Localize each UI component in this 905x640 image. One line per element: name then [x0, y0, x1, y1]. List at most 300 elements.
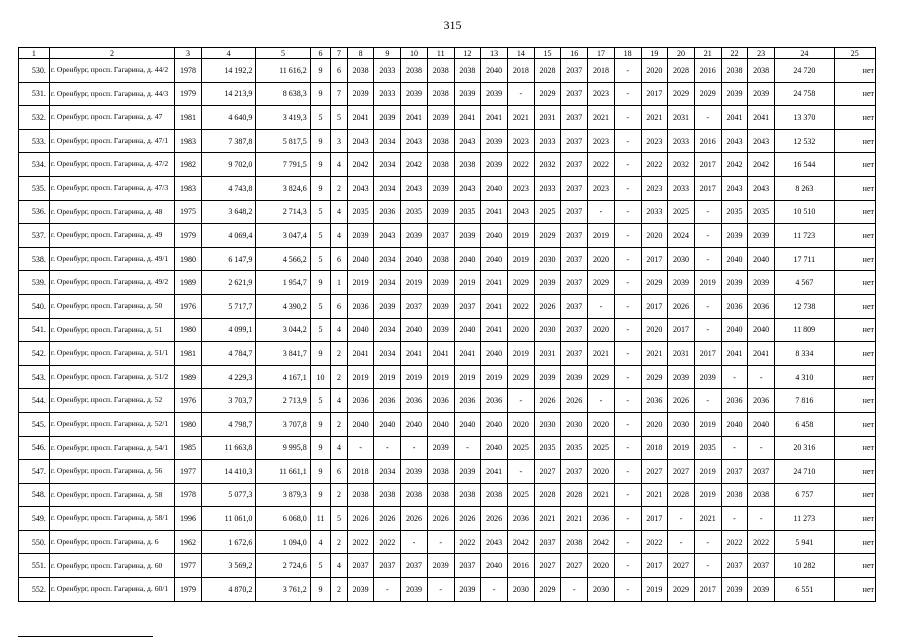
table-cell: - [694, 106, 721, 130]
cost-cell: 8 263 [775, 176, 835, 200]
table-cell: 2041 [481, 294, 508, 318]
row-number-cell: 535. [19, 176, 50, 200]
table-cell: 2041 [748, 342, 775, 366]
table-row [19, 106, 876, 130]
table-cell: 2041 [481, 318, 508, 342]
table-cell: 2026 [534, 389, 561, 413]
table-cell: 2033 [668, 129, 695, 153]
table-row [19, 224, 876, 248]
table-cell: 9 [310, 153, 331, 177]
table-cell: 2041 [481, 200, 508, 224]
table-cell: 2035 [561, 436, 588, 460]
table-cell: 1962 [175, 530, 202, 554]
table-cell: 2030 [668, 412, 695, 436]
table-cell: 2043 [748, 129, 775, 153]
table-cell: 2040 [481, 412, 508, 436]
area-cell: 2 714,3 [256, 200, 310, 224]
table-cell: 2037 [561, 200, 588, 224]
table-cell: 7 [331, 82, 347, 106]
page-number: 315 [443, 18, 462, 32]
table-cell: 2026 [347, 507, 374, 531]
table-cell: - [507, 460, 534, 484]
table-cell: 2027 [668, 554, 695, 578]
table-cell: 4 [331, 153, 347, 177]
area-cell: 4 784,7 [201, 342, 255, 366]
row-number-cell: 545. [19, 412, 50, 436]
table-cell: - [614, 271, 641, 295]
table-cell: 1981 [175, 342, 202, 366]
table-cell: 2037 [534, 530, 561, 554]
table-cell: 2022 [641, 153, 668, 177]
area-cell: 6 068,0 [256, 507, 310, 531]
table-cell: 2038 [347, 59, 374, 83]
column-header: 17 [588, 48, 615, 59]
row-number-cell: 549. [19, 507, 50, 531]
table-cell: - [694, 200, 721, 224]
table-cell: 2034 [374, 271, 401, 295]
area-cell: 5 817,5 [256, 129, 310, 153]
row-number-cell: 542. [19, 342, 50, 366]
table-cell: - [588, 200, 615, 224]
table-cell: 2043 [401, 176, 428, 200]
table-cell: 2037 [561, 176, 588, 200]
status-cell: нет [834, 365, 875, 389]
header-row [19, 48, 876, 59]
table-cell: 2033 [374, 82, 401, 106]
table-cell: 2039 [427, 318, 454, 342]
table-cell: 2037 [454, 294, 481, 318]
table-cell: 2039 [534, 365, 561, 389]
table-cell: 2022 [374, 530, 401, 554]
table-cell: 9 [310, 412, 331, 436]
table-cell: 1979 [175, 578, 202, 602]
table-cell: 2043 [454, 176, 481, 200]
table-cell: 2039 [427, 554, 454, 578]
address-cell: г. Оренбург, просп. Гагарина, д. 60 [49, 554, 174, 578]
table-cell: 2025 [534, 200, 561, 224]
table-cell: 2022 [721, 530, 748, 554]
table-cell: 2026 [427, 507, 454, 531]
status-cell: нет [834, 460, 875, 484]
row-number-cell: 530. [19, 59, 50, 83]
table-cell: 2029 [534, 578, 561, 602]
table-cell: 2039 [748, 271, 775, 295]
table-cell: 2023 [588, 176, 615, 200]
area-cell: 2 724,6 [256, 554, 310, 578]
table-cell: 5 [310, 106, 331, 130]
table-cell: 9 [310, 271, 331, 295]
table-cell: 2038 [454, 483, 481, 507]
column-header: 13 [481, 48, 508, 59]
area-cell: 3 047,4 [256, 224, 310, 248]
table-cell: 4 [331, 389, 347, 413]
table-cell: 1979 [175, 82, 202, 106]
table-cell: 9 [310, 436, 331, 460]
address-cell: г. Оренбург, просп. Гагарина, д. 54/1 [49, 436, 174, 460]
table-cell: 2020 [588, 318, 615, 342]
table-cell: 2039 [347, 578, 374, 602]
table-row [19, 412, 876, 436]
cost-cell: 11 809 [775, 318, 835, 342]
table-cell: 2042 [401, 153, 428, 177]
table-cell: 2038 [454, 59, 481, 83]
table-cell: 2034 [374, 176, 401, 200]
address-cell: г. Оренбург, просп. Гагарина, д. 58/1 [49, 507, 174, 531]
table-cell: 2036 [748, 294, 775, 318]
table-cell: 2039 [374, 106, 401, 130]
table-cell: 2026 [668, 389, 695, 413]
table-cell: 2 [331, 578, 347, 602]
table-cell: 2039 [721, 224, 748, 248]
table-cell: - [614, 365, 641, 389]
table-cell: 2020 [641, 224, 668, 248]
table-cell: 2040 [374, 412, 401, 436]
table-cell: 2041 [721, 106, 748, 130]
table-cell: 2039 [668, 271, 695, 295]
table-cell: 1 [331, 271, 347, 295]
table-cell: 2030 [668, 247, 695, 271]
area-cell: 11 663,8 [201, 436, 255, 460]
area-cell: 3 824,6 [256, 176, 310, 200]
row-number-cell: 546. [19, 436, 50, 460]
table-cell: 2040 [748, 247, 775, 271]
table-cell: 2041 [454, 106, 481, 130]
area-cell: 9 995,8 [256, 436, 310, 460]
table-cell: 2043 [721, 176, 748, 200]
table-cell: 2019 [668, 436, 695, 460]
table-cell: 2017 [694, 153, 721, 177]
table-cell: 2019 [641, 578, 668, 602]
table-cell: 2037 [561, 224, 588, 248]
table-cell: 1980 [175, 247, 202, 271]
area-cell: 5 717,7 [201, 294, 255, 318]
table-cell: - [401, 530, 428, 554]
area-cell: 11 061,0 [201, 507, 255, 531]
table-cell: 2 [331, 342, 347, 366]
area-cell: 7 387,8 [201, 129, 255, 153]
table-cell: 2040 [481, 342, 508, 366]
table-cell: 2040 [748, 318, 775, 342]
table-cell: 2019 [694, 460, 721, 484]
address-cell: г. Оренбург, просп. Гагарина, д. 50 [49, 294, 174, 318]
table-cell: 9 [310, 59, 331, 83]
table-cell: 2037 [561, 59, 588, 83]
table-cell: 2028 [668, 483, 695, 507]
table-cell: 2042 [507, 530, 534, 554]
table-cell: 2038 [427, 153, 454, 177]
table-cell: 2038 [347, 483, 374, 507]
cost-cell: 8 334 [775, 342, 835, 366]
table-cell: 2038 [454, 153, 481, 177]
table-cell: 2022 [347, 530, 374, 554]
table-cell: - [614, 412, 641, 436]
table-cell: 2020 [641, 412, 668, 436]
table-row [19, 483, 876, 507]
table-cell: 2026 [534, 294, 561, 318]
table-cell: - [588, 294, 615, 318]
area-cell: 3 841,7 [256, 342, 310, 366]
table-cell: 2016 [507, 554, 534, 578]
row-number-cell: 539. [19, 271, 50, 295]
table-row [19, 200, 876, 224]
column-header: 15 [534, 48, 561, 59]
status-cell: нет [834, 82, 875, 106]
table-cell: 2029 [668, 82, 695, 106]
table-cell: 2021 [588, 342, 615, 366]
table-cell: 2037 [454, 554, 481, 578]
table-cell: 2041 [401, 342, 428, 366]
column-header: 20 [668, 48, 695, 59]
table-cell: 2034 [374, 342, 401, 366]
table-cell: 2019 [454, 365, 481, 389]
table-cell: 2023 [588, 129, 615, 153]
table-cell: 2 [331, 483, 347, 507]
table-cell: 2019 [347, 271, 374, 295]
table-cell: 4 [331, 224, 347, 248]
table-cell: 9 [310, 342, 331, 366]
table-cell: - [614, 224, 641, 248]
row-number-cell: 548. [19, 483, 50, 507]
table-cell: - [507, 82, 534, 106]
table-cell: 2027 [534, 554, 561, 578]
row-number-cell: 540. [19, 294, 50, 318]
table-cell: 2038 [561, 530, 588, 554]
table-cell: 2039 [427, 436, 454, 460]
table-cell: 2038 [748, 483, 775, 507]
table-cell: 2036 [374, 389, 401, 413]
table-cell: 1996 [175, 507, 202, 531]
table-cell: 2039 [427, 200, 454, 224]
table-cell: 5 [331, 507, 347, 531]
address-cell: г. Оренбург, просп. Гагарина, д. 51 [49, 318, 174, 342]
table-cell: 5 [310, 389, 331, 413]
cost-cell: 11 723 [775, 224, 835, 248]
status-cell: нет [834, 129, 875, 153]
table-cell: 2039 [401, 82, 428, 106]
table-cell: 2041 [748, 106, 775, 130]
table-cell: 2039 [694, 365, 721, 389]
status-cell: нет [834, 530, 875, 554]
area-cell: 8 638,3 [256, 82, 310, 106]
table-cell: 2037 [374, 554, 401, 578]
table-cell: - [454, 436, 481, 460]
table-cell: 2038 [427, 129, 454, 153]
table-cell: - [614, 176, 641, 200]
area-cell: 3 879,3 [256, 483, 310, 507]
table-cell: 2038 [401, 59, 428, 83]
area-cell: 1 672,6 [201, 530, 255, 554]
table-cell: 2026 [481, 507, 508, 531]
table-cell: - [694, 530, 721, 554]
table-cell: - [561, 578, 588, 602]
status-cell: нет [834, 507, 875, 531]
table-cell: 2037 [401, 554, 428, 578]
table-cell: 2043 [347, 129, 374, 153]
status-cell: нет [834, 412, 875, 436]
area-cell: 4 870,2 [201, 578, 255, 602]
table-cell: 2036 [641, 389, 668, 413]
table-cell: 2037 [721, 554, 748, 578]
status-cell: нет [834, 389, 875, 413]
area-cell: 4 798,7 [201, 412, 255, 436]
area-cell: 3 707,8 [256, 412, 310, 436]
table-cell: 2021 [588, 483, 615, 507]
table-cell: 1979 [175, 224, 202, 248]
table-cell: 2035 [347, 200, 374, 224]
table-cell: 5 [310, 554, 331, 578]
area-cell: 2 713,9 [256, 389, 310, 413]
table-row [19, 153, 876, 177]
table-cell: 2040 [347, 247, 374, 271]
table-cell: - [614, 507, 641, 531]
table-cell: 2037 [561, 460, 588, 484]
table-cell: 5 [310, 224, 331, 248]
table-row [19, 59, 876, 83]
table-cell: 2036 [401, 389, 428, 413]
table-row [19, 554, 876, 578]
status-cell: нет [834, 59, 875, 83]
column-header: 18 [614, 48, 641, 59]
area-cell: 5 077,3 [201, 483, 255, 507]
table-cell: 6 [331, 247, 347, 271]
address-cell: г. Оренбург, просп. Гагарина, д. 58 [49, 483, 174, 507]
table-cell: 2020 [588, 460, 615, 484]
table-cell: 2043 [347, 176, 374, 200]
status-cell: нет [834, 436, 875, 460]
table-cell: - [427, 578, 454, 602]
table-row [19, 129, 876, 153]
table-cell: 2020 [507, 412, 534, 436]
table-cell: 2037 [561, 129, 588, 153]
table-cell: - [614, 129, 641, 153]
status-cell: нет [834, 318, 875, 342]
table-cell: 1989 [175, 271, 202, 295]
table-cell: 2043 [454, 129, 481, 153]
column-header: 7 [331, 48, 347, 59]
area-cell: 14 192,2 [201, 59, 255, 83]
table-cell: 2041 [347, 342, 374, 366]
table-cell: 9 [310, 578, 331, 602]
table-cell: 2043 [401, 129, 428, 153]
table-cell: 2043 [748, 176, 775, 200]
table-cell: 2026 [401, 507, 428, 531]
area-cell: 11 661,1 [256, 460, 310, 484]
table-cell: 2028 [668, 59, 695, 83]
table-cell: 5 [331, 106, 347, 130]
cost-cell: 16 544 [775, 153, 835, 177]
table-row [19, 82, 876, 106]
table-cell: 2029 [507, 271, 534, 295]
table-cell: 2036 [721, 294, 748, 318]
row-number-cell: 533. [19, 129, 50, 153]
table-cell: 2033 [374, 59, 401, 83]
table-cell: 2022 [507, 294, 534, 318]
area-cell: 11 616,2 [256, 59, 310, 83]
table-cell: - [374, 436, 401, 460]
table-row [19, 247, 876, 271]
table-cell: 2017 [694, 176, 721, 200]
table-cell: 2040 [721, 412, 748, 436]
table-cell: 2039 [427, 176, 454, 200]
address-cell: г. Оренбург, просп. Гагарина, д. 51/2 [49, 365, 174, 389]
row-number-cell: 552. [19, 578, 50, 602]
table-cell: 1978 [175, 59, 202, 83]
cost-cell: 20 316 [775, 436, 835, 460]
table-cell: 2017 [694, 578, 721, 602]
table-cell: 2041 [481, 106, 508, 130]
table-cell: - [614, 342, 641, 366]
column-header: 9 [374, 48, 401, 59]
table-cell: 2040 [347, 412, 374, 436]
table-cell: 2035 [748, 200, 775, 224]
table-cell: 2036 [347, 294, 374, 318]
table-cell: 9 [310, 483, 331, 507]
area-cell: 4 167,1 [256, 365, 310, 389]
table-cell: 2029 [641, 365, 668, 389]
table-cell: 2040 [748, 412, 775, 436]
table-cell: - [694, 318, 721, 342]
table-cell: 6 [331, 294, 347, 318]
table-cell: 2038 [721, 59, 748, 83]
table-cell: 2034 [374, 129, 401, 153]
table-cell: 2027 [668, 460, 695, 484]
table-cell: 2029 [668, 578, 695, 602]
table-row [19, 436, 876, 460]
table-row [19, 530, 876, 554]
table-cell: - [614, 578, 641, 602]
table-cell: 1980 [175, 318, 202, 342]
table-cell: 1976 [175, 389, 202, 413]
area-cell: 4 390,2 [256, 294, 310, 318]
table-cell: - [694, 224, 721, 248]
table-cell: 2019 [694, 483, 721, 507]
column-header: 19 [641, 48, 668, 59]
table-cell: 2038 [481, 483, 508, 507]
table-cell: - [614, 483, 641, 507]
table-cell: 5 [310, 200, 331, 224]
column-header: 16 [561, 48, 588, 59]
table-cell: 2038 [401, 483, 428, 507]
area-cell: 4 099,1 [201, 318, 255, 342]
table-cell: 2020 [588, 412, 615, 436]
status-cell: нет [834, 554, 875, 578]
table-cell: - [614, 318, 641, 342]
status-cell: нет [834, 200, 875, 224]
table-cell: 1975 [175, 200, 202, 224]
table-cell: - [694, 554, 721, 578]
cost-cell: 6 551 [775, 578, 835, 602]
table-cell: 2030 [507, 578, 534, 602]
table-row [19, 460, 876, 484]
table-cell: 2040 [481, 554, 508, 578]
table-cell: 2043 [507, 200, 534, 224]
table-cell: 2020 [641, 318, 668, 342]
table-cell: - [614, 389, 641, 413]
cost-cell: 12 738 [775, 294, 835, 318]
table-cell: 2019 [454, 271, 481, 295]
table-cell: 2018 [641, 436, 668, 460]
table-cell: 6 [331, 460, 347, 484]
table-cell: 2037 [721, 460, 748, 484]
table-cell: - [721, 436, 748, 460]
table-cell: 2039 [454, 578, 481, 602]
table-cell: 2038 [427, 460, 454, 484]
table-cell: 2040 [481, 436, 508, 460]
table-cell: 2033 [534, 129, 561, 153]
table-cell: 6 [331, 59, 347, 83]
row-number-cell: 550. [19, 530, 50, 554]
table-cell: 2039 [401, 224, 428, 248]
